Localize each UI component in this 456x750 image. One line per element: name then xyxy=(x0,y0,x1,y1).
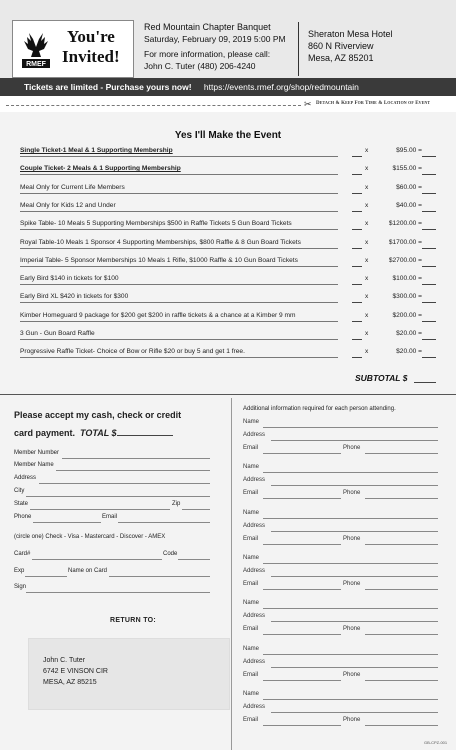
ticket-row xyxy=(20,275,438,286)
ticket-label: Early Bird $140 in tickets for $100 xyxy=(20,275,119,283)
attendee-name-field[interactable]: Name xyxy=(243,600,438,609)
ticket-label: Single Ticket-1 Meal & 1 Supporting Membership xyxy=(20,147,173,154)
multiply-mark: x xyxy=(365,183,369,191)
attendee-name-field[interactable]: Name xyxy=(243,646,438,655)
ticket-row xyxy=(20,220,438,231)
ticket-row xyxy=(20,348,438,359)
ticket-label: Couple Ticket- 2 Meals & 1 Supporting Membership xyxy=(20,165,181,173)
event-date: Saturday, February 09, 2019 5:00 PM xyxy=(144,33,286,44)
attendee-email-phone-field[interactable]: Email Phone xyxy=(243,536,438,545)
attendee-email-phone-field[interactable]: Email Phone xyxy=(243,445,438,454)
ticket-row xyxy=(20,147,438,158)
scissors-icon: ✂ xyxy=(304,99,312,109)
subtotal-label: SUBTOTAL $ xyxy=(355,373,408,383)
ticket-total-field[interactable] xyxy=(422,266,436,267)
attendee-email-phone-field[interactable]: Email Phone xyxy=(243,717,438,726)
event-name: Red Mountain Chapter Banquet xyxy=(144,22,271,32)
multiply-mark: x xyxy=(365,147,369,154)
shop-url-link[interactable]: https://events.rmef.org/shop/redmountain xyxy=(203,82,359,92)
ticket-label: Meal Only for Current Life Members xyxy=(20,183,125,191)
ticket-total-field[interactable] xyxy=(422,211,436,212)
attendee-address-field[interactable]: Address xyxy=(243,704,438,713)
ticket-label: Spike Table- 10 Meals 5 Supporting Memberships $500 in Raffle Tickets 5 Gun Board Tickets xyxy=(20,220,292,228)
multiply-mark: x xyxy=(365,256,369,264)
info-label: For more information, please call: xyxy=(144,49,271,59)
event-info xyxy=(144,22,286,72)
attendee-address-field[interactable]: Address xyxy=(243,477,438,486)
multiply-mark: x xyxy=(365,348,369,356)
return-to-label: RETURN TO: xyxy=(110,617,157,624)
ticket-total-field[interactable] xyxy=(422,321,436,322)
section-divider xyxy=(0,394,456,395)
ticket-price: $1700.00 = xyxy=(388,238,422,246)
venue-name: Sheraton Mesa Hotel xyxy=(308,29,393,39)
ticket-qty-field[interactable] xyxy=(352,302,362,303)
ticket-total-field[interactable] xyxy=(422,302,436,303)
attendee-title: Additional information required for each person attending. xyxy=(243,406,396,412)
city-field[interactable]: City xyxy=(14,488,210,497)
ticket-qty-field[interactable] xyxy=(352,193,362,194)
header-banner xyxy=(0,0,456,96)
ticket-price: $1200.00 = xyxy=(388,220,422,228)
ticket-total-field[interactable] xyxy=(422,174,436,175)
multiply-mark: x xyxy=(365,238,369,246)
ticket-row xyxy=(20,165,438,176)
footer-code: GB-CPZ-001 xyxy=(424,740,448,745)
ticket-price: $95.00 = xyxy=(396,147,422,154)
ticket-qty-field[interactable] xyxy=(352,284,362,285)
venue-street: 860 N Riverview xyxy=(308,41,374,51)
ticket-qty-field[interactable] xyxy=(352,339,362,340)
ticket-price: $300.00 = xyxy=(392,293,422,301)
attendee-address-field[interactable]: Address xyxy=(243,613,438,622)
ticket-qty-field[interactable] xyxy=(352,229,362,230)
multiply-mark: x xyxy=(365,330,369,337)
subtotal-field[interactable] xyxy=(414,382,436,383)
exp-name-field[interactable]: Exp Name on Card xyxy=(14,568,210,577)
ticket-row xyxy=(20,239,438,250)
ticket-label: 3 Gun - Gun Board Raffle xyxy=(20,330,95,337)
ticket-qty-field[interactable] xyxy=(352,211,362,212)
dashed-cut-line xyxy=(6,105,301,106)
venue-city: Mesa, AZ 85201 xyxy=(308,53,374,63)
ticket-label: Royal Table-10 Meals 1 Sponsor 4 Supporting Memberships, $800 Raffle & 8 Gun Board Tickets xyxy=(20,238,301,246)
ticket-qty-field[interactable] xyxy=(352,266,362,267)
total-label: TOTAL $ xyxy=(80,428,117,438)
ticket-row xyxy=(20,312,438,323)
address-field[interactable]: Address xyxy=(14,475,210,484)
ticket-price: $2700.00 = xyxy=(388,256,422,264)
card-number-field[interactable]: Card# Code xyxy=(14,551,210,560)
ticket-label: Kimber Homeguard 9 package for $200 get $200 in raffle tickets & a chance at a Kimber 9 mm xyxy=(20,311,296,319)
attendee-name-field[interactable]: Name xyxy=(243,691,438,700)
multiply-mark: x xyxy=(365,275,369,283)
venue-info xyxy=(308,28,393,64)
payment-title-line2: card payment. TOTAL $ xyxy=(14,424,224,442)
ticket-total-field[interactable] xyxy=(422,229,436,230)
return-name: John C. Tuter xyxy=(43,657,86,664)
state-zip-field[interactable]: State Zip xyxy=(14,501,210,510)
you-text: You're xyxy=(67,27,115,46)
attendee-email-phone-field[interactable]: Email Phone xyxy=(243,672,438,681)
ticket-qty-field[interactable] xyxy=(352,248,362,249)
ticket-total-field[interactable] xyxy=(422,284,436,285)
ticket-total-field[interactable] xyxy=(422,193,436,194)
attendee-name-field[interactable]: Name xyxy=(243,419,438,428)
ticket-label: Meal Only for Kids 12 and Under xyxy=(20,201,116,209)
column-divider xyxy=(231,398,232,750)
multiply-mark: x xyxy=(365,165,369,173)
ticket-label: Progressive Raffle Ticket- Choice of Bow or Rifle $20 or buy 5 and get 1 free. xyxy=(20,348,245,356)
detach-text: Detach & Keep For Time & Location of Event xyxy=(316,101,431,106)
elk-logo-icon xyxy=(19,29,53,71)
invite-box xyxy=(12,20,134,78)
member-number-field[interactable]: Member Number xyxy=(14,450,210,459)
member-name-field[interactable]: Member Name xyxy=(14,462,210,471)
return-address-box xyxy=(28,638,230,710)
payment-title-line1: Please accept my cash, check or credit xyxy=(14,410,182,420)
ticket-qty-field[interactable] xyxy=(352,357,362,358)
attendee-address-field[interactable]: Address xyxy=(243,432,438,441)
ticket-total-field[interactable] xyxy=(422,339,436,340)
ticket-price: $100.00 = xyxy=(392,275,422,283)
invited-text: Invited! xyxy=(62,47,120,66)
ticket-row xyxy=(20,202,438,213)
ticket-price: $200.00 = xyxy=(392,311,422,319)
logo-text: RMEF xyxy=(26,61,46,68)
ticket-price: $155.00 = xyxy=(392,165,422,173)
attendee-address-field[interactable]: Address xyxy=(243,568,438,577)
attendee-name-field[interactable]: Name xyxy=(243,555,438,564)
payment-title xyxy=(14,406,224,442)
ticket-total-field[interactable] xyxy=(422,156,436,157)
ticket-row xyxy=(20,257,438,268)
tickets-limited-text: Tickets are limited - Purchase yours now! xyxy=(24,82,192,92)
attendee-email-phone-field[interactable]: Email Phone xyxy=(243,490,438,499)
multiply-mark: x xyxy=(365,311,369,319)
detach-line xyxy=(0,99,456,111)
ticket-total-field[interactable] xyxy=(422,357,436,358)
ticket-price: $40.00 = xyxy=(396,201,422,209)
phone-email-field[interactable]: Phone Email xyxy=(14,514,210,523)
attendee-email-phone-field[interactable]: Email Phone xyxy=(243,581,438,590)
ticket-price: $60.00 = xyxy=(396,183,422,191)
ticket-label: Early Bird XL $420 in tickets for $300 xyxy=(20,293,129,301)
return-city: MESA, AZ 85215 xyxy=(43,679,97,686)
signature-field[interactable]: Sign xyxy=(14,584,210,593)
ticket-bar xyxy=(0,78,456,96)
attendee-address-field[interactable]: Address xyxy=(243,523,438,532)
section-title: Yes I'll Make the Event xyxy=(174,130,282,141)
multiply-mark: x xyxy=(365,201,369,209)
header-divider xyxy=(298,22,299,76)
ticket-qty-field[interactable] xyxy=(352,156,362,157)
return-street: 6742 E VINSON CIR xyxy=(43,668,108,675)
multiply-mark: x xyxy=(365,220,369,228)
ticket-row xyxy=(20,293,438,304)
ticket-qty-field[interactable] xyxy=(352,321,362,322)
attendee-email-phone-field[interactable]: Email Phone xyxy=(243,626,438,635)
attendee-address-field[interactable]: Address xyxy=(243,659,438,668)
multiply-mark: x xyxy=(365,293,369,301)
attendee-name-field[interactable]: Name xyxy=(243,464,438,473)
attendee-name-field[interactable]: Name xyxy=(243,510,438,519)
ticket-total-field[interactable] xyxy=(422,248,436,249)
ticket-price: $20.00 = xyxy=(396,348,422,356)
contact-info: John C. Tuter (480) 206-4240 xyxy=(144,60,256,71)
ticket-price: $20.00 = xyxy=(396,330,422,337)
ticket-row xyxy=(20,184,438,195)
ticket-label: Imperial Table- 5 Sponsor Memberships 10 Meals 1 Rifle, $1000 Raffle & 10 Gun Board Tickets xyxy=(20,256,298,264)
card-type-choice[interactable]: (circle one) Check - Visa - Mastercard - Discover - AMEX xyxy=(14,534,166,540)
total-field[interactable] xyxy=(117,435,173,436)
ticket-row xyxy=(20,330,438,341)
ticket-qty-field[interactable] xyxy=(352,174,362,175)
